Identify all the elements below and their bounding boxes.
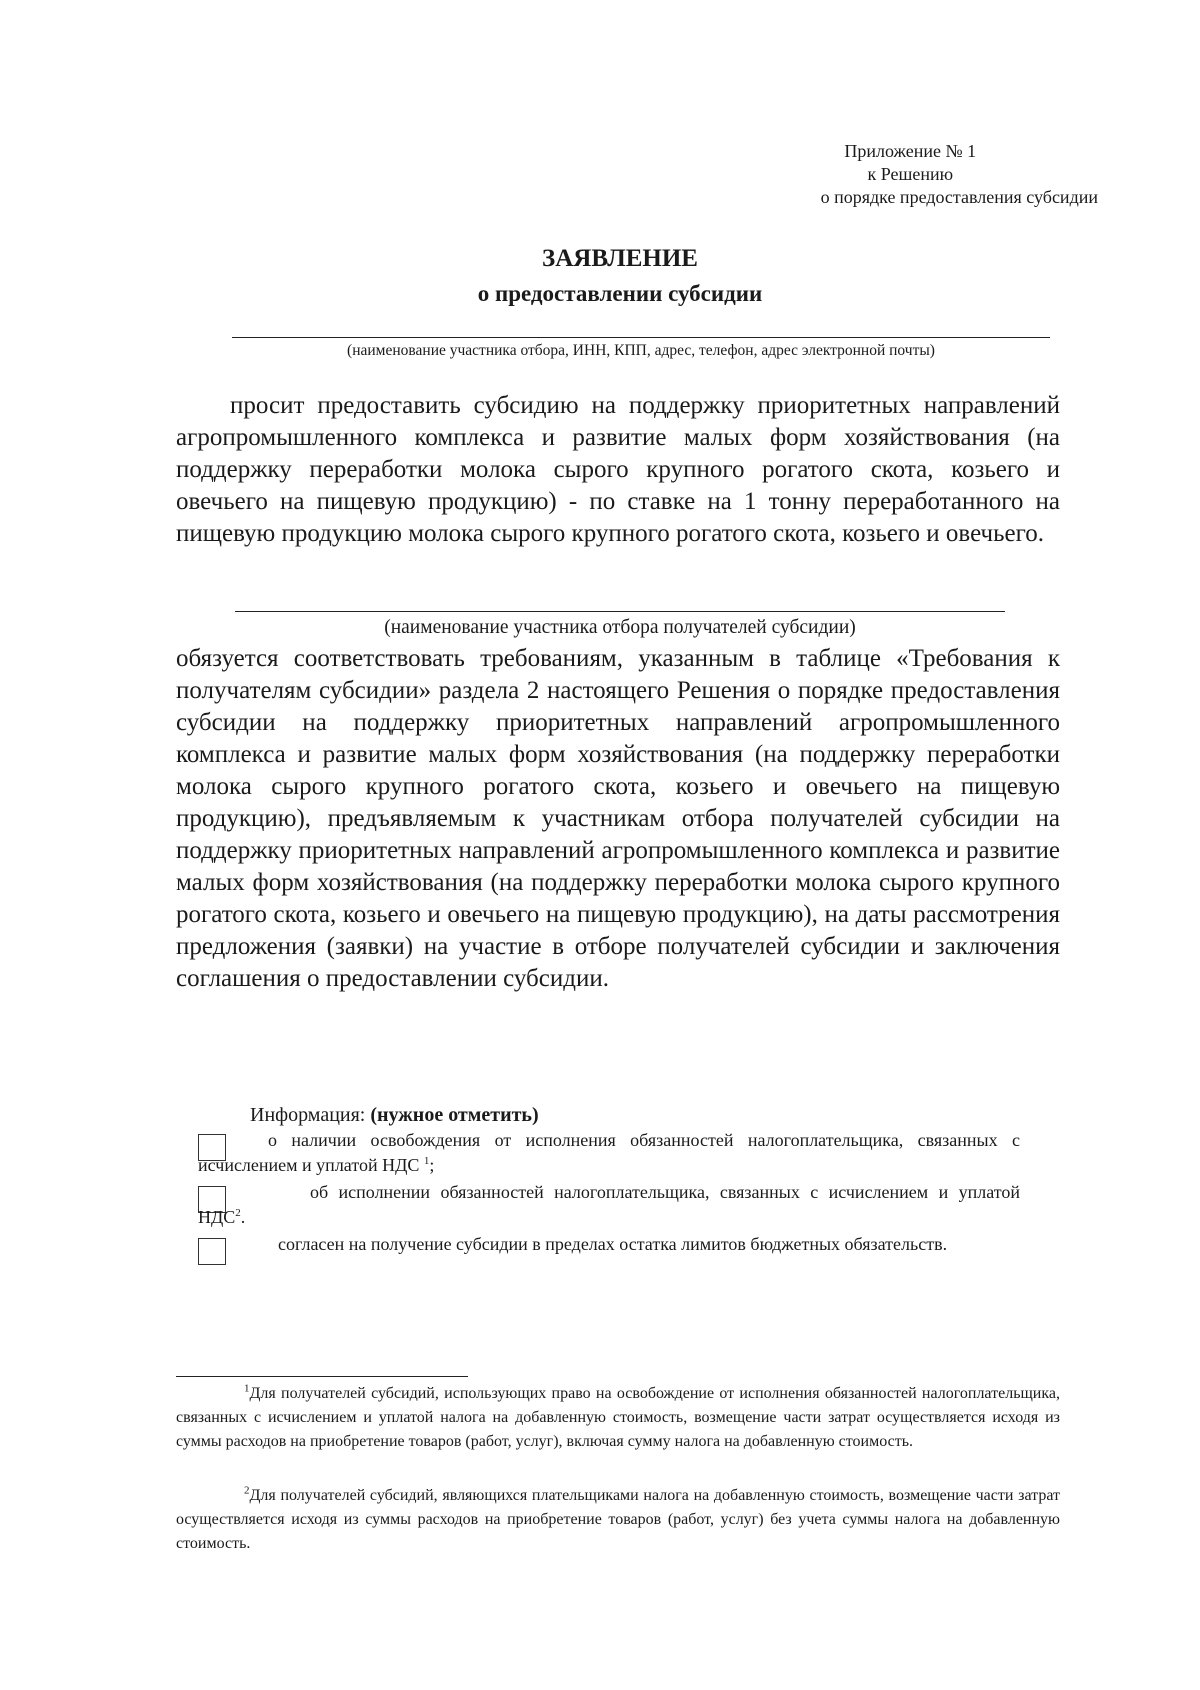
recipient-caption: (наименование участника отбора получателей субсидии) <box>384 617 856 638</box>
obligation-paragraph: обязуется соответствовать требованиям, указанным в таблице «Требования к получателям субсидии» раздела 2 настоящего Решения о порядке предоставления субсидии на поддержку приоритетных направлений агропромышленного комплекса и развитие малых форм хозяйствования (на поддержку переработки молока сырого крупного рогатого скота, козьего и овечьего на пищевую продукцию), предъявляемым к участникам отбора получателей субсидии на поддержку приоритетных направлений агропромышленного комплекса и развитие малых форм хозяйствования (на поддержку переработки молока сырого крупного рогатого скота, козьего и овечьего на пищевую продукцию), на даты рассмотрения предложения (заявки) на участие в отборе получателей субсидии и заключения соглашения о предоставлении субсидии. <box>176 645 1060 992</box>
info-heading-note: (нужное отметить) <box>370 1104 539 1126</box>
info-heading <box>250 1104 539 1127</box>
footnote-text: Для получателей субсидий, являющихся плательщиками налога на добавленную стоимость, возмещение части затрат осуществляется исходя из суммы расходов на приобретение товаров (работ, услуг) без учета суммы налога на добавленную стоимость. <box>176 1487 1060 1552</box>
appendix-reference <box>820 140 1098 209</box>
footnote-mark: 2 <box>244 1484 250 1497</box>
footnote-separator <box>176 1376 468 1377</box>
option-vat-payer <box>198 1180 1020 1230</box>
request-paragraph: просит предоставить субсидию на поддержку приоритетных направлений агропромышленного комплекса и развитие малых форм хозяйствования (на поддержку переработки молока сырого крупного рогатого скота, козьего и овечьего на пищевую продукцию) - по ставке на 1 тонну переработанного на пищевую продукцию молока сырого крупного рогатого скота, козьего и овечьего. <box>176 392 1060 547</box>
appendix-line-3: о порядке предоставления субсидии <box>820 187 1098 207</box>
option-tail: . <box>240 1207 246 1227</box>
footnote-1 <box>176 1382 1060 1454</box>
option-limit-consent <box>198 1232 1020 1257</box>
appendix-line-2: к Решению <box>867 164 954 184</box>
info-heading-label: Информация: <box>250 1104 371 1126</box>
option-text: о наличии освобождения от исполнения обязанностей налогоплательщика, связанных с исчислением и уплатой НДС <box>198 1130 1020 1175</box>
appendix-line-1: Приложение № 1 <box>844 141 977 161</box>
footnote-ref: 1 <box>423 1155 430 1167</box>
document-subtitle: о предоставлении субсидии <box>477 281 763 306</box>
option-vat-exemption <box>198 1128 1020 1178</box>
option-text: об исполнении обязанностей налогоплательщика, связанных с исчислением и уплатой НДС <box>198 1182 1020 1227</box>
footnote-text: Для получателей субсидий, использующих право на освобождение от исполнения обязанностей налогоплательщика, связанных с исчислением и уплатой налога на добавленную стоимость, возмещение части затрат осуществляется исходя из суммы расходов на приобретение товаров (работ, услуг), включая сумму налога на добавленную стоимость. <box>176 1385 1060 1450</box>
option-tail: ; <box>429 1155 435 1175</box>
footnote-2 <box>176 1484 1060 1556</box>
recipient-fill-line <box>235 611 1005 612</box>
applicant-caption: (наименование участника отбора, ИНН, КПП, адрес, телефон, адрес электронной почты) <box>347 342 935 359</box>
document-title: ЗАЯВЛЕНИЕ <box>542 245 698 272</box>
option-text: согласен на получение субсидии в пределах остатка лимитов бюджетных обязательств. <box>278 1234 948 1254</box>
applicant-fill-line <box>232 337 1050 338</box>
footnote-mark: 1 <box>244 1382 250 1395</box>
footnote-ref: 2 <box>235 1207 241 1219</box>
